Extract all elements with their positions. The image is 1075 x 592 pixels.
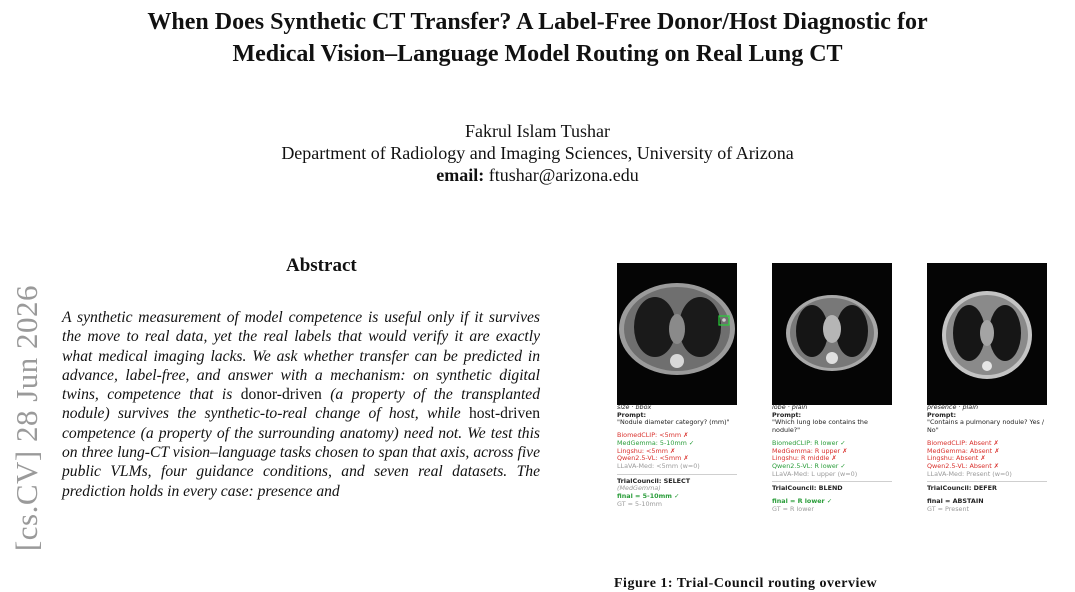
model-result: BiomedCLIP: R lower ✓	[772, 438, 846, 447]
paper-title	[0, 6, 1075, 70]
author-block	[0, 120, 1075, 186]
figure-panel-lobe	[772, 404, 892, 513]
model-result: BiomedCLIP: Absent ✗	[927, 438, 999, 447]
model-result: MedGemma: 5-10mm ✓	[617, 438, 695, 447]
ground-truth: GT = Present	[927, 504, 970, 513]
council-note: (MedGemma)	[617, 484, 661, 493]
ground-truth: GT = 5-10mm	[617, 499, 662, 508]
model-result: Lingshu: Absent ✗	[927, 454, 986, 463]
abstract-text	[62, 308, 540, 501]
abstract-host-term: host-driven	[468, 405, 540, 423]
email-label: email:	[436, 165, 485, 185]
title-line-2: Medical Vision–Language Model Routing on Real Lung CT	[232, 41, 843, 67]
author-affiliation: Department of Radiology and Imaging Sciences, University of Arizona	[281, 143, 794, 163]
council-decision: TrialCouncil: DEFER	[927, 484, 997, 493]
author-email	[0, 164, 1075, 186]
model-result: MedGemma: Absent ✗	[927, 446, 1000, 455]
ct-image-presence	[927, 263, 1047, 405]
abstract-part-3: competence (a property of the surrounding anatomy) need not. We test this on three lung-CT vision–language tasks chosen to span that axis, across five public VLMs, four guidance conditions, and seven real datasets. The prediction holds in every case: presence and	[62, 424, 540, 500]
model-result: LLaVA-Med: L upper (w=0)	[772, 469, 858, 478]
ct-scan-2	[772, 263, 892, 405]
prompt-label: Prompt:	[927, 410, 957, 419]
divider	[617, 474, 737, 475]
divider	[772, 481, 892, 482]
abstract-part-1: A synthetic measurement of model competence is useful only if it survives the move to real data, yet the real labels that would verify it are exactly what medical imaging lacks. We ask whether transfer can be predicted in advance, label-free, and answer with a mechanism: on synthetic digital twins, competence that is	[62, 309, 540, 404]
abstract-donor-term: donor-driven	[240, 386, 322, 404]
final-answer: final = ABSTAIN	[927, 497, 984, 506]
abstract-heading: Abstract	[286, 255, 357, 276]
model-result: LLaVA-Med: Present (w=0)	[927, 469, 1012, 478]
panel-caption: size · bbox	[617, 403, 652, 411]
figure-panel-presence	[927, 404, 1047, 513]
model-result: Qwen2.5-VL: Absent ✗	[927, 461, 1000, 470]
prompt-text: "Contains a pulmonary nodule? Yes / No"	[927, 418, 1045, 435]
author-name: Fakrul Islam Tushar	[464, 121, 610, 141]
figure-panel-size	[617, 404, 737, 508]
email-address[interactable]: ftushar@arizona.edu	[488, 165, 639, 185]
prompt-label: Prompt:	[617, 410, 647, 419]
ct-image-lobe	[772, 263, 892, 405]
model-result: Qwen2.5-VL: <5mm ✗	[617, 454, 689, 463]
abstract-part-2: (a property of the transplanted nodule) survives the synthetic-to-real change of host, while	[62, 386, 540, 423]
prompt-label: Prompt:	[772, 410, 802, 419]
model-result: Lingshu: <5mm ✗	[617, 446, 676, 455]
panel-caption: lobe · plain	[772, 403, 808, 411]
model-result: LLaVA-Med: <5mm (w=0)	[617, 461, 700, 470]
ground-truth: GT = R lower	[772, 504, 814, 513]
figure-caption: Figure 1: Trial-Council routing overview	[614, 576, 878, 591]
model-result: MedGemma: R upper ✗	[772, 446, 848, 455]
title-line-1: When Does Synthetic CT Transfer? A Label-Free Donor/Host Diagnostic for	[147, 9, 928, 35]
arxiv-stamp: [cs.CV] 28 Jun 2026	[9, 284, 44, 552]
prompt-text: "Nodule diameter category? (mm)"	[617, 418, 730, 427]
final-answer: final = 5-10mm ✓	[617, 492, 680, 501]
panel-caption: presence · plain	[927, 403, 979, 411]
ct-scan-1	[617, 263, 737, 405]
ct-scan-3	[927, 263, 1047, 405]
council-decision: TrialCouncil: BLEND	[772, 484, 843, 493]
prompt-text: "Which lung lobe contains the nodule?"	[772, 418, 868, 435]
model-result: Lingshu: R middle ✗	[772, 454, 837, 463]
model-result: Qwen2.5-VL: R lower ✓	[772, 461, 846, 470]
council-decision: TrialCouncil: SELECT	[617, 476, 691, 485]
model-result: BiomedCLIP: <5mm ✗	[617, 431, 689, 440]
divider	[927, 481, 1047, 482]
final-answer: final = R lower ✓	[772, 497, 833, 506]
ct-image-size	[617, 263, 737, 405]
